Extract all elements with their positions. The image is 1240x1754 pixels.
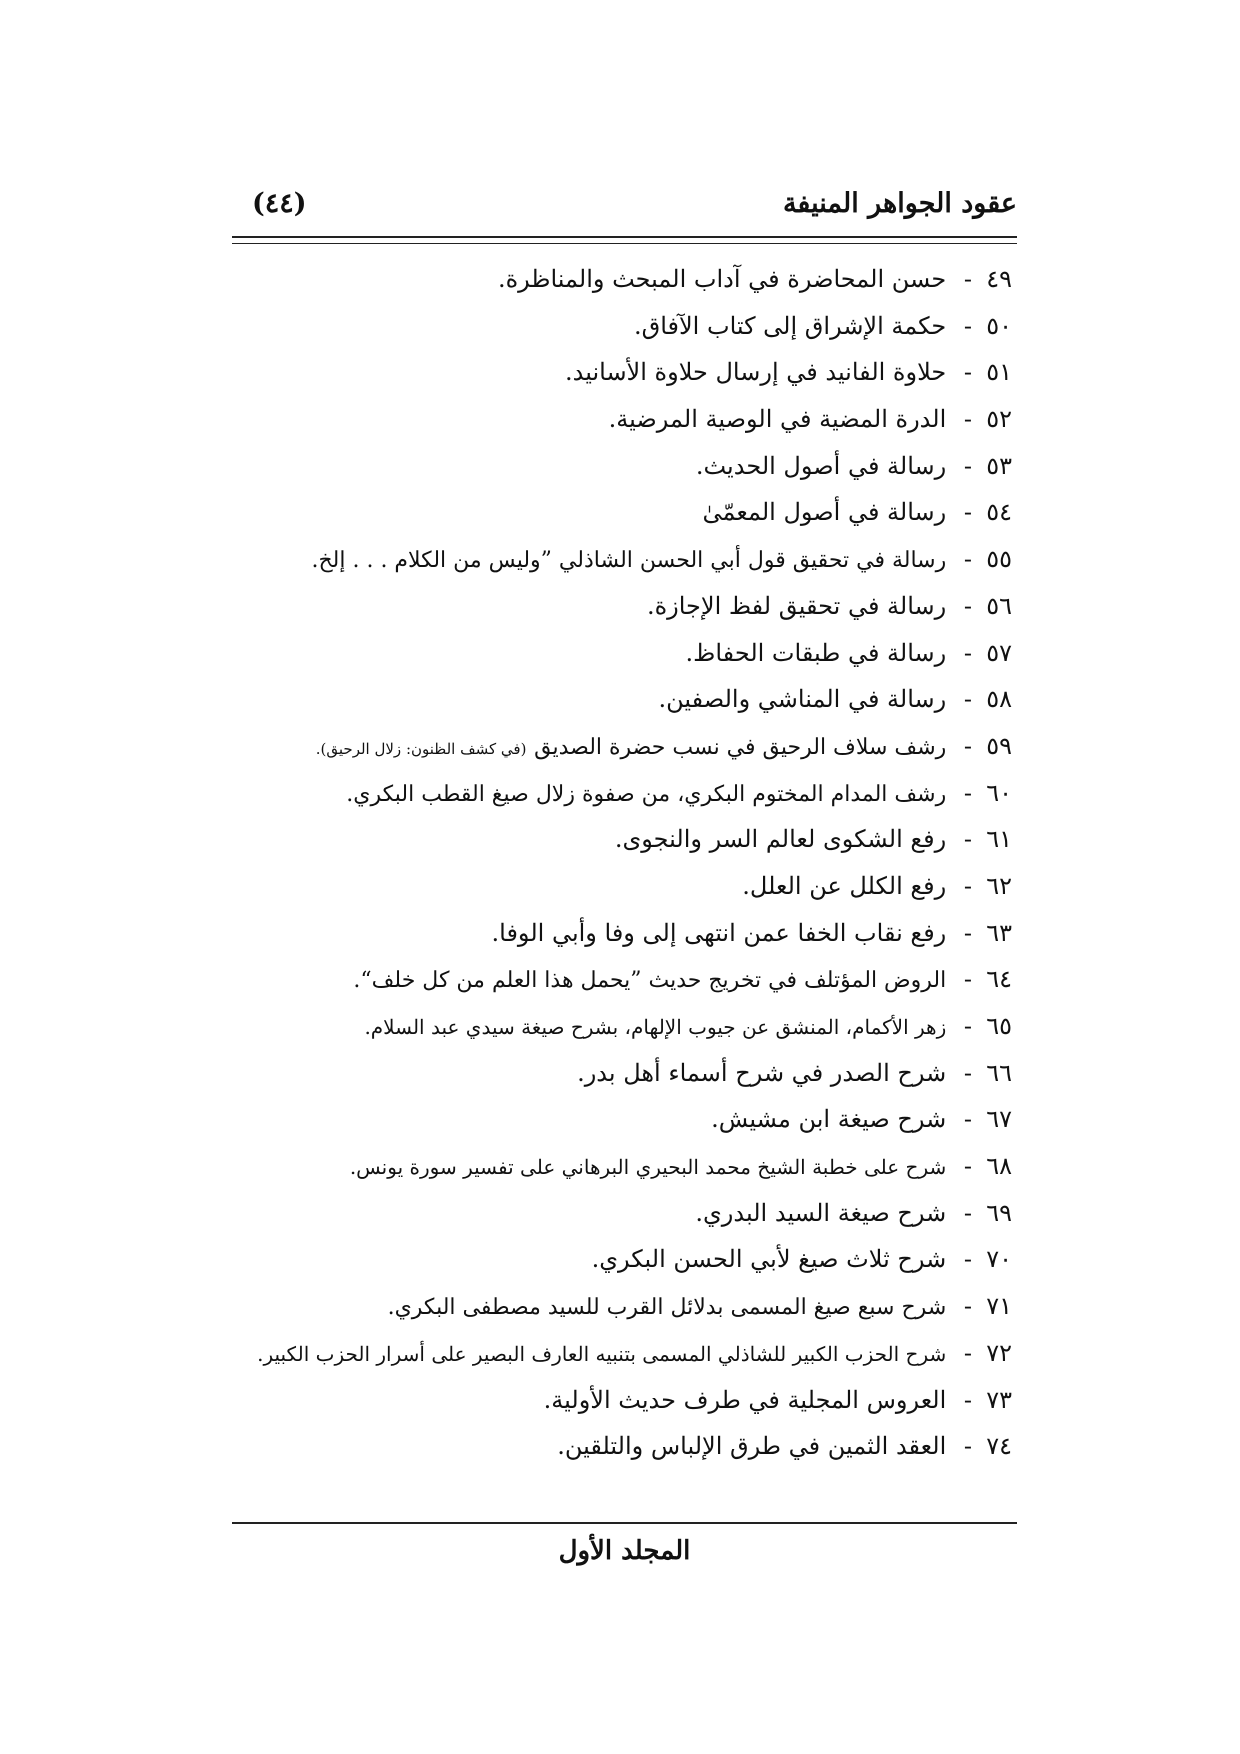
entry-title: الدرة المضية في الوصية المرضية. [608, 405, 947, 434]
entry-number: ٦١ [986, 825, 1012, 854]
header-rule [232, 236, 1017, 244]
entry-number: ٦٩ [986, 1198, 1012, 1227]
list-item: ٦١- رفع الشكوى لعالم السر والنجوى. [232, 816, 1012, 863]
list-item: ٦٣- رفع نقاب الخفا عمن انتهى إلى وفا وأبي الوفا. [232, 910, 1012, 957]
list-item: ٧٠- شرح ثلاث صيغ لأبي الحسن البكري. [232, 1236, 1012, 1283]
entry-title: شرح صيغة ابن مشيش. [711, 1105, 947, 1134]
entry-number: ٦٣ [986, 918, 1012, 947]
list-item: ٥٥- رسالة في تحقيق قول أبي الحسن الشاذلي ”وليس من الكلام . . . إلخ. [232, 536, 1012, 583]
list-item: ٦٢- رفع الكلل عن العلل. [232, 863, 1012, 910]
book-title: عقود الجواهر المنيفة [782, 188, 1017, 219]
list-item: ٦٠- رشف المدام المختوم البكري، من صفوة زلال صيغ القطب البكري. [232, 770, 1012, 817]
list-item: ٥٢- الدرة المضية في الوصية المرضية. [232, 396, 1012, 443]
entry-title: رفع نقاب الخفا عمن انتهى إلى وفا وأبي الوفا. [491, 918, 947, 947]
entry-number: ٥٩ [986, 731, 1012, 760]
entry-title: شرح ثلاث صيغ لأبي الحسن البكري. [591, 1245, 947, 1274]
list-item: ٧٣- العروس المجلية في طرف حديث الأولية. [232, 1377, 1012, 1424]
entry-title: شرح الحزب الكبير للشاذلي المسمى بتنبيه العارف البصير على أسرار الحزب الكبير. [257, 1341, 947, 1366]
entry-title: العروس المجلية في طرف حديث الأولية. [543, 1385, 947, 1414]
entry-title: الروض المؤتلف في تخريج حديث ”يحمل هذا العلم من كل خلف“. [353, 968, 947, 994]
works-list [232, 256, 1012, 1470]
entry-title: العقد الثمين في طرق الإلباس والتلقين. [557, 1432, 947, 1461]
list-item: ٦٥- زهر الأكمام، المنشق عن جيوب الإلهام، بشرح صيغة سيدي عبد السلام. [232, 1003, 1012, 1050]
list-item: ٥٠- حكمة الإشراق إلى كتاب الآفاق. [232, 303, 1012, 350]
list-item: ٥١- حلاوة الفانيد في إرسال حلاوة الأسانيد. [232, 349, 1012, 396]
entry-title: حكمة الإشراق إلى كتاب الآفاق. [633, 311, 947, 340]
entry-title: شرح سبع صيغ المسمى بدلائل القرب للسيد مصطفى البكري. [387, 1295, 947, 1321]
entry-number: ٥١ [986, 358, 1012, 387]
entry-title: حسن المحاضرة في آداب المبحث والمناظرة. [497, 265, 947, 293]
list-item: ٦٦- شرح الصدر في شرح أسماء أهل بدر. [232, 1050, 1012, 1097]
entry-note: (في كشف الظنون: زلال الرحيق). [315, 739, 527, 758]
footer-rule [232, 1522, 1017, 1524]
entry-title: شرح على خطبة الشيخ محمد البحيري البرهاني على تفسير سورة يونس. [349, 1155, 947, 1180]
entry-number: ٦٥ [986, 1012, 1012, 1040]
entry-title: رشف سلاف الرحيق في نسب حضرة الصديق [534, 734, 947, 760]
entry-title: رسالة في تحقيق قول أبي الحسن الشاذلي ”وليس من الكلام . . . إلخ. [311, 548, 947, 574]
volume-label: المجلد الأول [558, 1536, 691, 1566]
list-item: ٥٨- رسالة في المناشي والصفين. [232, 676, 1012, 723]
list-item: ٦٩- شرح صيغة السيد البدري. [232, 1190, 1012, 1237]
entry-number: ٧٤ [986, 1432, 1012, 1461]
entry-title: رسالة في أصول الحديث. [695, 451, 947, 480]
list-item: ٦٧- شرح صيغة ابن مشيش. [232, 1096, 1012, 1143]
entry-number: ٥٣ [986, 451, 1012, 480]
entry-title: رسالة في أصول المعمّىٰ [702, 498, 947, 527]
list-item: ٥٦- رسالة في تحقيق لفظ الإجازة. [232, 583, 1012, 630]
entry-number: ٥٦ [986, 591, 1012, 620]
list-item: ٦٨- شرح على خطبة الشيخ محمد البحيري البرهاني على تفسير سورة يونس. [232, 1143, 1012, 1190]
entry-number: ٧٣ [986, 1385, 1012, 1414]
entry-title: رشف المدام المختوم البكري، من صفوة زلال صيغ القطب البكري. [346, 781, 947, 807]
list-item: ٥٤- رسالة في أصول المعمّىٰ [232, 489, 1012, 536]
entry-number: ٦٤ [986, 965, 1012, 994]
entry-title: رفع الكلل عن العلل. [742, 871, 947, 900]
entry-number: ٥٥ [986, 545, 1012, 574]
page-header [232, 188, 1017, 232]
entry-title: رسالة في المناشي والصفين. [658, 685, 947, 714]
list-item: ٥٧- رسالة في طبقات الحفاظ. [232, 630, 1012, 677]
entry-number: ٧٢ [986, 1338, 1012, 1367]
entry-number: ٥٧ [986, 638, 1012, 667]
entry-title: زهر الأكمام، المنشق عن جيوب الإلهام، بشرح صيغة سيدي عبد السلام. [364, 1015, 947, 1039]
entry-title: حلاوة الفانيد في إرسال حلاوة الأسانيد. [564, 358, 947, 387]
entry-title: رفع الشكوى لعالم السر والنجوى. [614, 825, 947, 854]
entry-number: ٤٩ [986, 265, 1012, 293]
entry-number: ٦٨ [986, 1152, 1012, 1181]
entry-title: شرح الصدر في شرح أسماء أهل بدر. [577, 1058, 947, 1087]
entry-number: ٥٠ [986, 311, 1012, 340]
entry-title: رسالة في طبقات الحفاظ. [685, 638, 947, 667]
entry-number: ٦٧ [986, 1105, 1012, 1134]
entry-number: ٦٠ [986, 778, 1012, 807]
list-item: ٥٩- رشف سلاف الرحيق في نسب حضرة الصديق (في كشف الظنون: زلال الرحيق). [232, 723, 1012, 770]
entry-title: رسالة في تحقيق لفظ الإجازة. [646, 591, 947, 620]
entry-number: ٧١ [986, 1292, 1012, 1321]
list-item: ٤٩- حسن المحاضرة في آداب المبحث والمناظرة. [232, 256, 1012, 303]
entry-number: ٥٢ [986, 405, 1012, 434]
entry-number: ٦٢ [986, 871, 1012, 900]
entry-number: ٦٦ [986, 1058, 1012, 1087]
entry-number: ٥٤ [986, 498, 1012, 527]
entry-number: ٥٨ [986, 685, 1012, 714]
list-item: ٧٢- شرح الحزب الكبير للشاذلي المسمى بتنبيه العارف البصير على أسرار الحزب الكبير. [232, 1330, 1012, 1377]
page-number: (٤٤) [252, 188, 307, 219]
list-item: ٧٤- العقد الثمين في طرق الإلباس والتلقين. [232, 1423, 1012, 1470]
list-item: ٧١- شرح سبع صيغ المسمى بدلائل القرب للسيد مصطفى البكري. [232, 1283, 1012, 1330]
entry-number: ٧٠ [986, 1245, 1012, 1274]
list-item: ٥٣- رسالة في أصول الحديث. [232, 443, 1012, 490]
entry-title: شرح صيغة السيد البدري. [695, 1198, 947, 1227]
list-item: ٦٤- الروض المؤتلف في تخريج حديث ”يحمل هذا العلم من كل خلف“. [232, 956, 1012, 1003]
